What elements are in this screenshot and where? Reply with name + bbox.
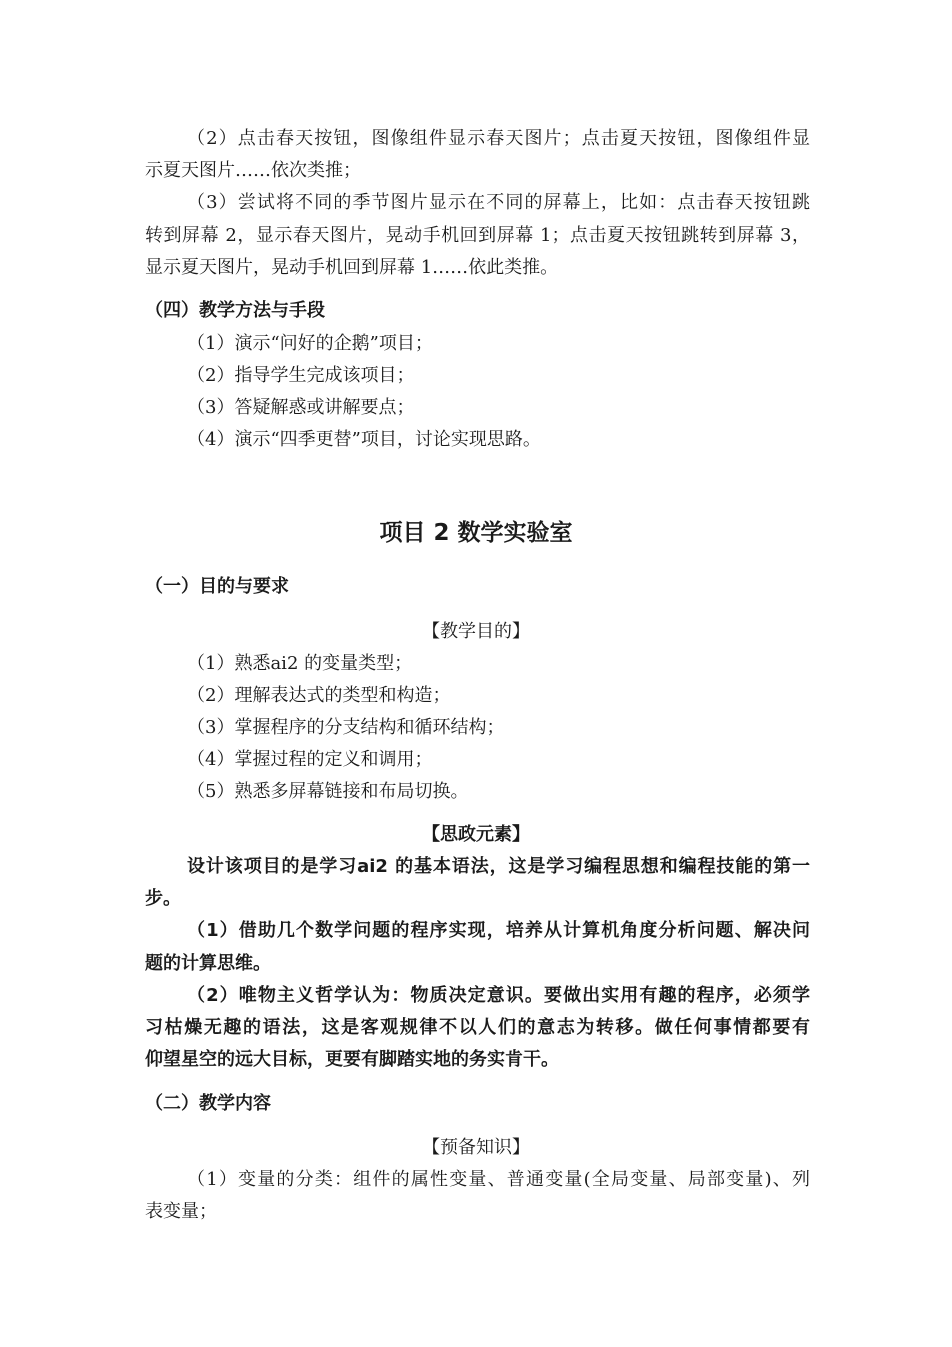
paragraph-line: （1）借助几个数学问题的程序实现，培养从计算机角度分析问题、解决问 <box>187 920 810 941</box>
list-item: （1）熟悉ai2 的变量类型； <box>187 653 413 674</box>
subheading-prerequisites: 【预备知识】 <box>422 1137 530 1158</box>
list-item: （3）掌握程序的分支结构和循环结构； <box>187 717 505 738</box>
subheading-teaching-goals: 【教学目的】 <box>422 621 530 642</box>
list-item: （4）掌握过程的定义和调用； <box>187 749 433 770</box>
paragraph-line: 示夏天图片……依次类推； <box>145 160 361 181</box>
list-item: （1）演示“问好的企鹅”项目； <box>187 333 433 354</box>
subheading-ideology: 【思政元素】 <box>422 824 530 845</box>
paragraph-line: 设计该项目的是学习ai2 的基本语法，这是学习编程思想和编程技能的第一 <box>187 856 810 877</box>
project-title: 项目 2 数学实验室 <box>379 520 573 546</box>
paragraph-line: 仰望星空的远大目标，更要有脚踏实地的务实肯干。 <box>145 1049 559 1070</box>
paragraph-line: 步。 <box>145 888 181 909</box>
paragraph-line: 转到屏幕 2，显示春天图片，晃动手机回到屏幕 1；点击夏天按钮跳转到屏幕 3， <box>145 225 810 246</box>
paragraph-line: 显示夏天图片，晃动手机回到屏幕 1……依此类推。 <box>145 257 559 278</box>
paragraph-line: （2）点击春天按钮，图像组件显示春天图片；点击夏天按钮，图像组件显 <box>187 128 810 149</box>
list-item: （2）理解表达式的类型和构造； <box>187 685 451 706</box>
section-heading-methods: （四）教学方法与手段 <box>145 300 325 321</box>
section-heading-goals: （一）目的与要求 <box>145 576 289 597</box>
list-item: （4）演示“四季更替”项目，讨论实现思路。 <box>187 429 541 450</box>
paragraph-line: 习枯燥无趣的语法，这是客观规律不以人们的意志为转移。做任何事情都要有 <box>145 1017 810 1038</box>
paragraph-line: 表变量； <box>145 1201 217 1222</box>
list-item: （3）答疑解惑或讲解要点； <box>187 397 415 418</box>
list-item: （2）指导学生完成该项目； <box>187 365 415 386</box>
section-heading-content: （二）教学内容 <box>145 1093 271 1114</box>
list-item: （5）熟悉多屏幕链接和布局切换。 <box>187 781 469 802</box>
paragraph-line: 题的计算思维。 <box>145 953 271 974</box>
paragraph-line: （1）变量的分类：组件的属性变量、普通变量(全局变量、局部变量)、列 <box>187 1169 810 1190</box>
paragraph-line: （2）唯物主义哲学认为：物质决定意识。要做出实用有趣的程序，必须学 <box>187 985 810 1006</box>
paragraph-line: （3）尝试将不同的季节图片显示在不同的屏幕上，比如：点击春天按钮跳 <box>187 192 810 213</box>
